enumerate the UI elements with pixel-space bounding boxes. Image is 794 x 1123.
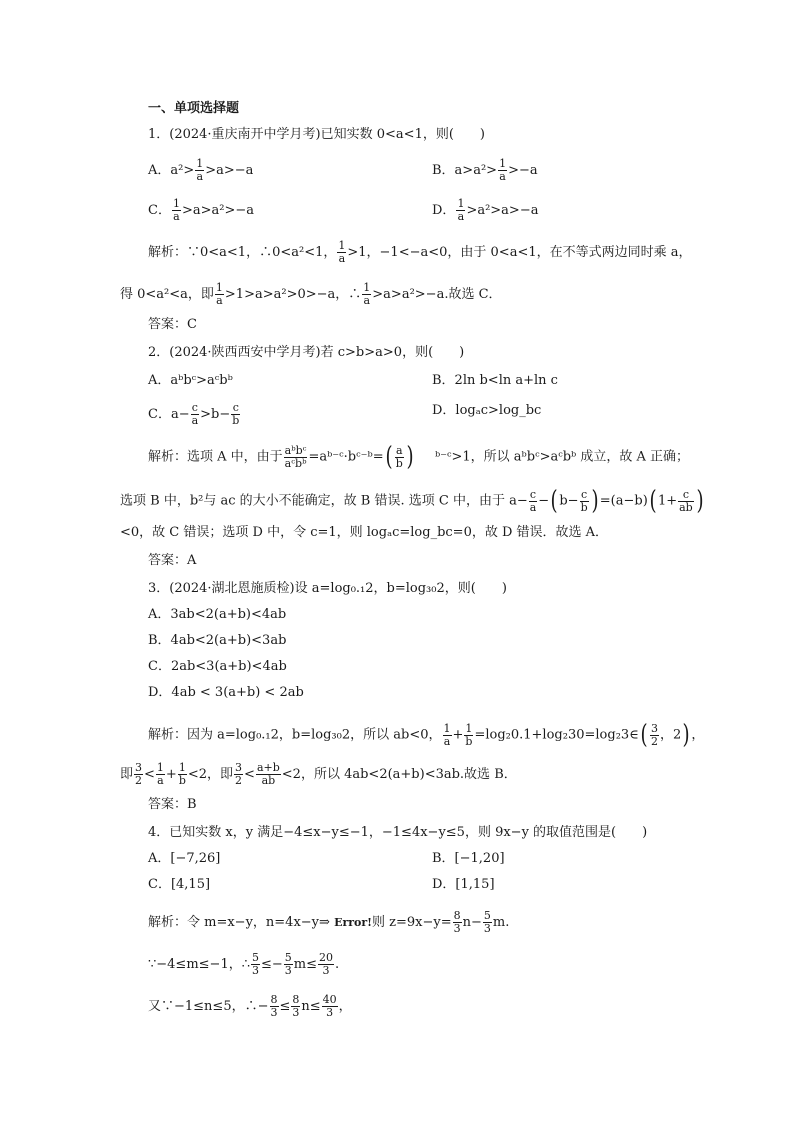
q1-option-d: D． $\frac{1}{a}$ >a²>a>−a (432, 197, 539, 223)
q1-option-a: A．a²> $\frac{1}{a}$ >a>−a (148, 157, 254, 183)
q2-answer: 答案：A (148, 553, 197, 568)
q1-solution-line2: 得 0<a²<a，即 $\frac{1}{a}$ >1>a>a²>0>−a，∴ $\frac{1}{a}$ >a>a²>−a.故选 C． (120, 281, 502, 307)
q2-solution-line1: 解析：选项 A 中，由于 $\frac{\text{aᵇbᶜ}}{\text{aᶜbᵇ}}$ =aᵇ⁻ᶜ·bᶜ⁻ᵇ=( $\frac{a}{b}$ ) ᵇ⁻ᶜ>1，所以 aᵇbᶜ>aᶜbᵇ 成立，故 A 正确； (148, 442, 690, 472)
q4-solution-line1: 解析：令 m=x−y，n=4x−y⇒ Error!则 z=9x−y= $\frac{8}{3}$ n− $\frac{5}{3}$ m. (148, 909, 510, 935)
q3-option-c: C．2ab<3(a+b)<4ab (148, 659, 287, 674)
q1-option-c: C． $\frac{1}{a}$ >a>a²>−a (148, 197, 254, 223)
q3-answer: 答案：B (148, 797, 197, 812)
q4-solution-line2: ∵−4≤m≤−1，∴ $\frac{5}{3}$ ≤− $\frac{5}{3}$ m≤ $\frac{20}{3}$ . (148, 951, 340, 977)
q4-stem: 4．已知实数 x，y 满足−4≤x−y≤−1，−1≤4x−y≤5，则 9x−y 的取值范围是( ) (148, 825, 648, 840)
q3-option-a: A．3ab<2(a+b)<4ab (148, 607, 287, 622)
q3-stem: 3．(2024·湖北恩施质检)设 a=log₀.₁2，b=log₃₀2，则( ) (148, 581, 507, 596)
q2-solution-line3: <0，故 C 错误；选项 D 中，令 c=1，则 logₐc=log_bc=0，故 D 错误．故选 A． (120, 525, 609, 540)
q3-option-d: D．4ab < 3(a+b) < 2ab (148, 685, 304, 700)
section-title: 一、单项选择题 (148, 101, 240, 116)
q2-stem: 2．(2024·陕西西安中学月考)若 c>b>a>0，则( ) (148, 345, 465, 360)
q2-option-a: A．aᵇbᶜ>aᶜbᵇ (148, 373, 233, 388)
q4-option-a: A．[−7,26] (148, 851, 221, 866)
q4-option-d: D．[1,15] (432, 877, 495, 892)
q3-solution-line2: 即 $\frac{3}{2}$ < $\frac{1}{a}$ + $\frac{1}{b}$ <2，即 $\frac{3}{2}$ < $\frac{a+b}{ab}$ <2，所以 4ab<2(a+b)<3ab.故选 B． (120, 761, 517, 787)
q1-solution-line1: 解析：∵0<a<1，∴0<a²<1， $\frac{1}{a}$ >1，−1<−a<0，由于 0<a<1，在不等式两边同时乘 a， (148, 239, 692, 265)
q2-option-b: B．2ln b<ln a+ln c (432, 373, 558, 388)
q4-option-b: B．[−1,20] (432, 851, 505, 866)
q3-option-b: B．4ab<2(a+b)<3ab (148, 633, 287, 648)
q1-option-b: B．a>a²> $\frac{1}{a}$ >−a (432, 157, 538, 183)
q2-option-d: D．logₐc>log_bc (432, 403, 542, 418)
q2-option-c: C．a− $\frac{c}{a}$ >b− $\frac{c}{b}$ (148, 401, 240, 427)
q1-stem: 1．(2024·重庆南开中学月考)已知实数 0<a<1，则( ) (148, 127, 485, 142)
q3-solution-line1: 解析：因为 a=log₀.₁2，b=log₃₀2，所以 ab<0， $\frac{1}{a}$ + $\frac{1}{b}$ =log₂0.1+log₂30=log₂3∈( $\frac{3}{2}$ ，2) ， (148, 720, 705, 750)
q2-solution-line2: 选项 B 中，b²与 ac 的大小不能确定，故 B 错误. 选项 C 中，由于 a− $\frac{c}{a}$ −( b− $\frac{c}{b}$ ) =(a−b)( 1+ $\frac{c}{ab}$ ) (120, 486, 704, 516)
q1-answer: 答案：C (148, 317, 197, 332)
q4-option-c: C．[4,15] (148, 877, 211, 892)
q4-solution-line3: 又∵−1≤n≤5，∴− $\frac{8}{3}$ ≤ $\frac{8}{3}$ n≤ $\frac{40}{3}$ ， (148, 993, 352, 1019)
